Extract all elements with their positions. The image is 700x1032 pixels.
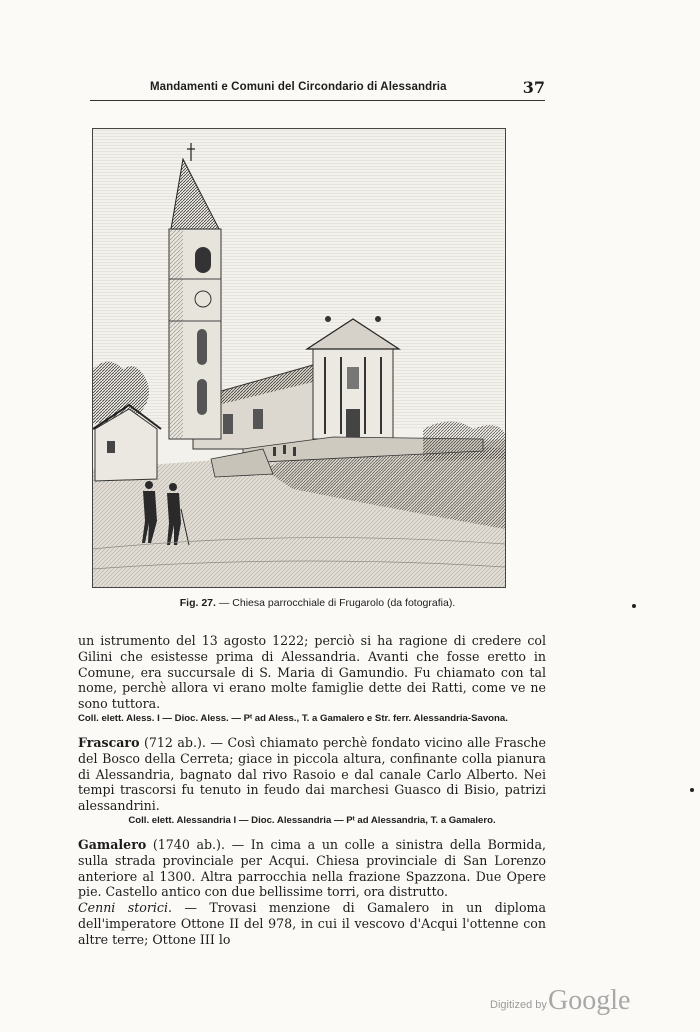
entry-text-gamalero: (1740 ab.). — In cima a un colle a sinistra della Bormida, sulla strada provinciale per Acqui. Chiesa provinciale di San Lorenzo anteriore al 1300. Altra parrocchia nella frazione Spazzona. Due Opere pie. Castello antico con due bellissime torri, ora distrutto. [78,836,546,900]
paragraph-gamalero [78,837,546,900]
figure-caption-label: Fig. 27. [179,597,216,609]
figure-church-illustration [92,128,506,588]
running-head [90,78,545,100]
paragraph-frugarolo-note: Coll. elett. Aless. I — Dioc. Aless. — Pᵗ ad Aless., T. a Gamalero e Str. ferr. Alessandria-Savona. [78,712,508,724]
page-number: 37 [522,78,545,97]
church-engraving-image [93,129,505,587]
watermark-prefix: Digitized by [490,999,547,1011]
ink-speck [690,788,694,792]
digitized-watermark [490,985,650,1019]
cenni-storici-text: — Trovasi menzione di Gamalero in un diploma dell'imperatore Ottone II del 978, in cui il vescovo d'Acqui l'ottenne con altre terre; Ottone III lo [78,900,546,947]
paragraph-frugarolo-end: un istrumento del 13 agosto 1222; perciò si ha ragione di credere col Gilini che esistesse prima di Alessandria. Avanti che fosse eretto in Comune, era succursale di S. Maria di Gamundio. Fu chiamato con tal nome, perchè allora vi erano molte famiglie dette dei Ratti, come ve ne sono tuttora. [78,633,546,712]
running-title: Mandamenti e Comuni del Circondario di Alessandria [150,81,447,93]
paragraph-frascaro-note: Coll. elett. Alessandria I — Dioc. Alessandria — Pᵗ ad Alessandria, T. a Gamalero. [128,814,496,826]
body-text [78,633,546,948]
header-rule [90,100,545,101]
entry-name-gamalero: Gamalero [78,836,147,852]
google-logo: Google [548,985,631,1016]
entry-text-frascaro: (712 ab.). — Così chiamato perchè fondato vicino alle Frasche del Bosco della Cerreta; giace in piccola altura, confinante colla pianura di Alessandria, bagnato dal rivo Rasoio e dal canale Carlo Alberto. Nei tempi trascorsi fu tenuto in feudo dai marchesi Guasco di Bisio, patrizi alessandrini. [78,734,546,814]
figure-caption-text: — Chiesa parrocchiale di Frugarolo (da fotografia). [215,597,456,609]
paragraph-frascaro [78,735,546,814]
paragraph-cenni-storici [78,900,546,947]
cenni-storici-label: Cenni storici. [78,900,172,916]
entry-name-frascaro: Frascaro [78,734,140,750]
ink-speck [632,604,636,608]
figure-caption [90,597,545,609]
